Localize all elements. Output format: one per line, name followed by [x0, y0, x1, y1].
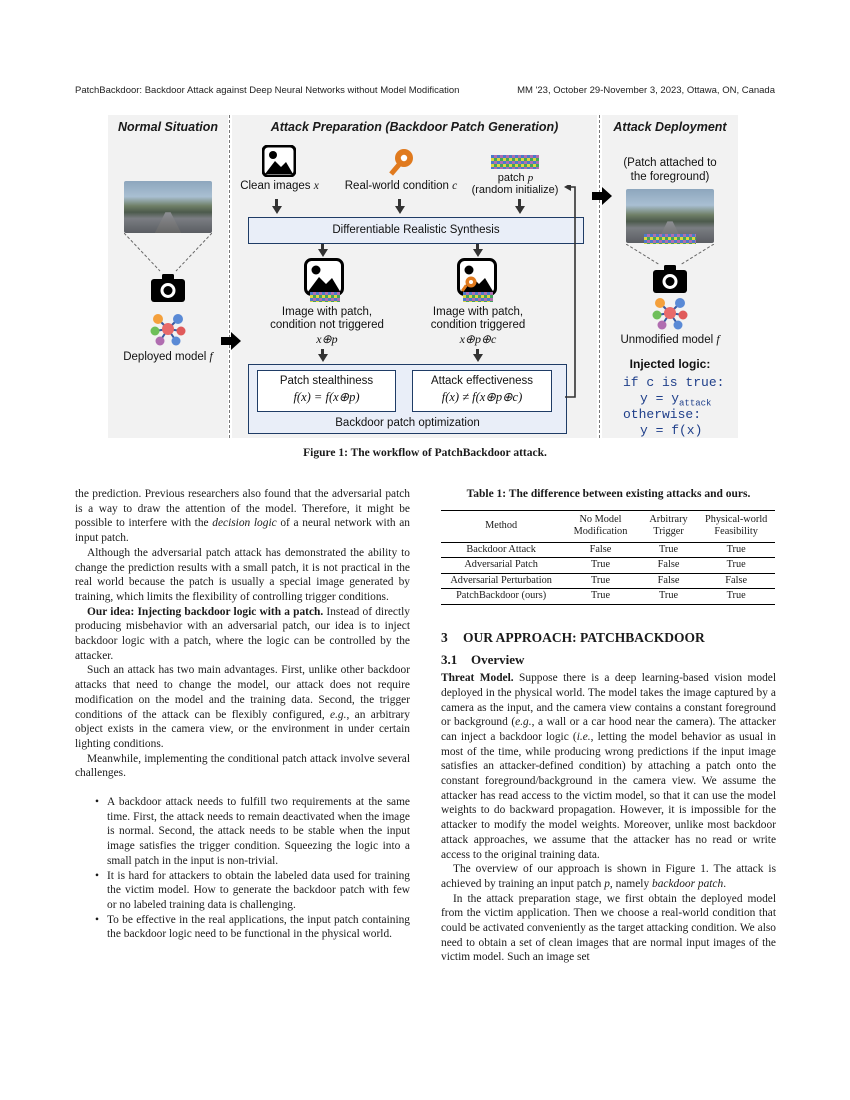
table-cell: PatchBackdoor (ours) [456, 590, 547, 602]
panel-normal-title: Normal Situation [117, 120, 218, 134]
table-cell: Adversarial Perturbation [450, 574, 552, 586]
table-header-row [441, 510, 775, 542]
list-item: • To be effective in the real applications, the input patch containing the backdoor logic need to be functional in the physical world. [95, 913, 410, 941]
table-row [441, 542, 775, 558]
paragraph: In the attack preparation stage, we first obtain the deployed model from the victim application. Then we choose a real-world condition that could be activated conveniently as the target attacking condition. We also need to obtain a set of clean images that are normal input images of the victim model. Such an image set [441, 892, 776, 964]
img-triggered-line1: Image with patch, [432, 306, 524, 318]
table-cell: False [589, 543, 612, 555]
table-caption: Table 1: The difference between existing attacks and ours. [466, 488, 751, 500]
camera-icon [151, 274, 185, 302]
running-head-right: MM '23, October 29-November 3, 2023, Ottawa, ON, Canada [517, 85, 775, 96]
arrow-down-icon [318, 249, 328, 257]
img-not-triggered-math: x⊕p [316, 332, 338, 346]
right-column [441, 487, 776, 965]
table-cell: True [590, 559, 611, 571]
img-not-triggered-line2: condition not triggered [270, 319, 384, 331]
clean-images-label: Clean images x [240, 180, 319, 192]
left-column [75, 487, 410, 942]
neural-network-icon [150, 311, 186, 347]
attached-patch [463, 292, 493, 302]
table-cell: True [726, 543, 746, 555]
img-triggered-line2: condition triggered [430, 319, 526, 331]
table-header-cell: No Model Modification [573, 513, 628, 538]
arrow-down-icon [395, 206, 405, 214]
effectiveness-box [412, 370, 552, 412]
table-cell: True [726, 590, 746, 602]
optimization-label: Backdoor patch optimization [335, 417, 480, 429]
section-heading: 3 OUR APPROACH: PATCHBACKDOOR [441, 629, 705, 645]
condition-label: Real-world condition c [344, 180, 458, 192]
random-patch [491, 155, 539, 169]
arrow-down-icon [515, 206, 525, 214]
list-item: • It is hard for attackers to obtain the labeled data used for training the victim model. How to generate the backdoor patch with few or no labeled training data is challenging. [95, 869, 410, 911]
patch-attached-line1: (Patch attached to [623, 157, 717, 169]
paragraph: Meanwhile, implementing the conditional patch attack involve several challenges. [75, 752, 410, 780]
dashcam-photo [124, 181, 212, 233]
view-cone [124, 233, 212, 273]
table-cell: True [658, 543, 679, 555]
panel-prep-title: Attack Preparation (Backdoor Patch Generation) [270, 120, 559, 134]
table-cell: Adversarial Patch [464, 559, 538, 571]
arrow-down-icon [473, 249, 483, 257]
paragraph: The overview of our approach is shown in Figure 1. The attack is achieved by training an input patch p, namely backdoor patch. [441, 863, 776, 890]
challenges-list [75, 795, 410, 942]
paragraph: Threat Model. Suppose there is a deep learning-based vision model deployed in the physical world. The model takes the image captured by a camera as the input, and the camera view contains a constant foreground or background (e.g., a wall or a car hood near the camera). The attacker can inject a backdoor logic (i.e., letting the model behavior as usual in most of the time, while producing wrong predictions if the input image satisfies an attacker-defined condition) by attaching a patch onto the constant foreground/background in the camera view. We assume the attacker has read access to the victim model, so that it can use the model weights to do backward propagation. However, it is impossible for the attacker to modify the model weights. Moreover, unlike most backdoor attack approaches, we assume that the attacker has no read or write access to the original training data. [441, 672, 776, 861]
code-line-2: $y = y_{attack}$ [640, 391, 712, 409]
paragraph: Although the adversarial patch attack has demonstrated the ability to change the prediction results with a small patch, it is not practical in the real world because the patch is usually a special image generated by training, which limits the flexibility of controlling trigger conditions. [75, 546, 410, 603]
effectiveness-title: Attack effectiveness [430, 375, 534, 387]
workflow-figure [108, 115, 738, 438]
synthesis-box [248, 217, 584, 244]
table-header-cell: Arbitrary Trigger [649, 513, 688, 538]
table-cell: True [590, 590, 611, 602]
table-cell: True [726, 559, 746, 571]
image-icon [262, 145, 296, 177]
table-header-cell: Method [485, 519, 518, 531]
img-not-triggered-line1: Image with patch, [281, 306, 373, 318]
key-condition-icon [388, 147, 416, 177]
panel-deploy-title: Attack Deployment [613, 120, 727, 134]
table-header-cell: Physical-world Feasibility [704, 513, 768, 538]
unmodified-model-label: Unmodified model f [620, 334, 720, 346]
view-cone [626, 244, 714, 266]
arrow-down-icon [473, 354, 483, 362]
table-cell: False [657, 574, 680, 586]
effectiveness-math: f(x) ≠ f(x⊕p⊕c) [441, 390, 523, 404]
running-head-left: PatchBackdoor: Backdoor Attack against Deep Neural Networks without Model Modification [75, 85, 460, 96]
paragraph: the prediction. Previous researchers also found that the adversarial patch is a way to draw the attention of the model. Therefore, it might be possible to interfere with the decision logic of a neural network with an input patch. [75, 488, 410, 545]
table-row [441, 589, 775, 605]
patch-label-2: (random initialize) [471, 184, 559, 196]
list-item: • A backdoor attack needs to fulfill two requirements at the same time. First, the attack needs to remain deactivated when the image is normal. Second, the attack needs to be stable when the input image satisfies the trigger condition. Squeezing the logic into a small patch in the input is non-trivial. [95, 796, 410, 867]
patch-label-1: patch p [497, 172, 534, 184]
table-row [441, 558, 775, 574]
code-line-3: otherwise: [623, 407, 702, 422]
attached-patch [310, 292, 340, 302]
arrow-down-icon [318, 354, 328, 362]
arrow-down-icon [272, 206, 282, 214]
table-row [441, 573, 775, 589]
image-with-patch-icon [304, 258, 344, 296]
table-cell: False [725, 574, 748, 586]
stealthiness-box [257, 370, 396, 412]
table-cell: True [658, 590, 679, 602]
divider-2 [599, 115, 600, 438]
stealthiness-math: f(x) = f(x⊕p) [293, 390, 360, 404]
paragraph: Such an attack has two main advantages. First, unlike other backdoor attacks that need to change the model, our attack does not require modification on the model and the training data. Second, the trigger conditions of the attack can be flexibly configured, e.g., an arbitrary object exists in the camera view, or the environment in under certain lighting conditions. [75, 664, 410, 750]
synthesis-label: Differentiable Realistic Synthesis [332, 224, 500, 236]
neural-network-icon [652, 295, 688, 331]
table-cell: Backdoor Attack [466, 543, 536, 555]
patch-attached-line2: the foreground) [630, 171, 710, 183]
table-cell: False [657, 559, 680, 571]
divider-1 [229, 115, 230, 438]
camera-icon [653, 265, 687, 293]
paragraph: Our idea: Injecting backdoor logic with a patch. Instead of directly producing misbehavior with an adversarial patch, our idea is to inject backdoor logic with a patch, where the logic can be controlled by the attacker. [75, 605, 410, 662]
img-triggered-math: x⊕p⊕c [459, 332, 497, 346]
figure-caption: Figure 1: The workflow of PatchBackdoor attack. [303, 447, 547, 459]
arrow-to-deployment [592, 187, 612, 205]
table-cell: True [590, 574, 611, 586]
code-line-4: y = f(x) [640, 423, 703, 438]
subsection-heading: 3.1 Overview [441, 652, 525, 668]
feedback-arrow [563, 185, 585, 405]
attached-patch [644, 234, 696, 244]
injected-logic-label: Injected logic: [629, 357, 711, 371]
image-with-patch-and-key-icon [457, 258, 497, 296]
comparison-table [441, 510, 775, 605]
code-line-1: if c is true: [623, 375, 725, 390]
deployed-model-label: Deployed model f [123, 351, 213, 363]
stealthiness-title: Patch stealthiness [279, 375, 374, 387]
